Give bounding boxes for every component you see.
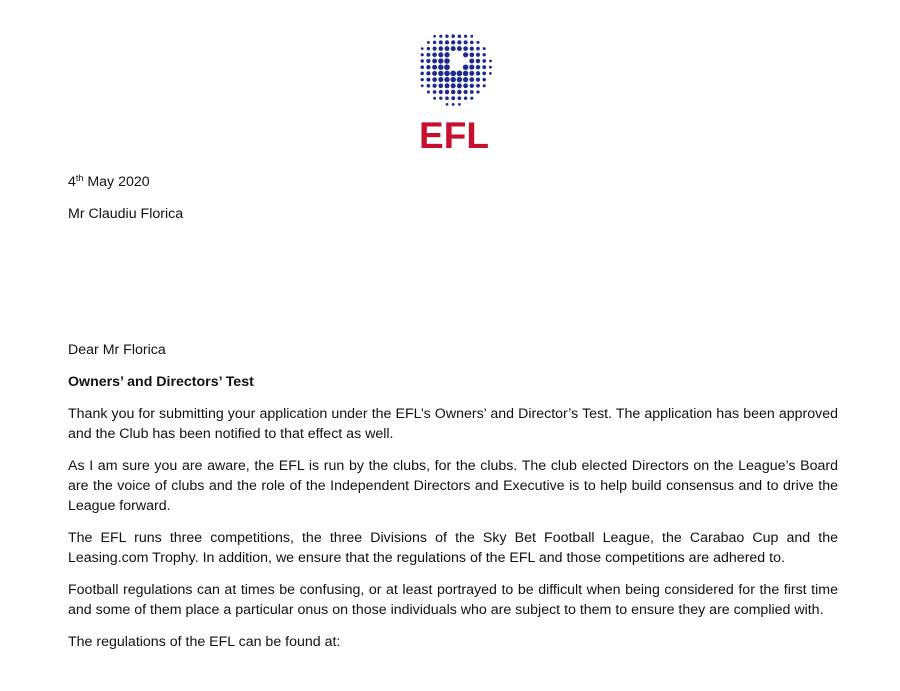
logo-dot bbox=[444, 77, 449, 82]
logo-dot bbox=[463, 64, 469, 70]
date-month-year: May 2020 bbox=[83, 174, 150, 190]
logo-dot bbox=[445, 34, 448, 37]
logo-dot bbox=[438, 64, 443, 69]
logo-dot bbox=[432, 84, 436, 88]
logo-dot bbox=[433, 90, 437, 94]
logo-wordmark: EFL bbox=[419, 115, 489, 156]
logo-dot bbox=[432, 77, 437, 82]
logo-dot bbox=[464, 40, 468, 44]
logo-dot bbox=[463, 77, 468, 82]
logo-dot bbox=[463, 46, 468, 51]
logo-dot bbox=[421, 84, 424, 87]
logo-dot bbox=[438, 71, 443, 76]
logo-dot bbox=[439, 97, 442, 100]
logo-dot bbox=[427, 84, 431, 88]
logo-dot bbox=[458, 96, 462, 100]
date-suffix: th bbox=[75, 173, 84, 183]
logo-dot bbox=[450, 77, 456, 83]
logo-dot bbox=[470, 97, 473, 100]
logo-dot bbox=[463, 71, 468, 76]
logo-dot bbox=[482, 72, 486, 76]
logo-dot bbox=[445, 83, 450, 88]
logo-dot bbox=[432, 71, 437, 76]
logo-dot bbox=[420, 59, 423, 62]
logo-dot bbox=[457, 77, 462, 82]
letter-body bbox=[68, 172, 838, 664]
logo-dot bbox=[444, 58, 450, 64]
logo-dot bbox=[469, 59, 474, 64]
logo-dot bbox=[476, 41, 479, 44]
logo-dot bbox=[427, 90, 430, 93]
logo-dot bbox=[451, 83, 456, 88]
logo-dot bbox=[489, 66, 492, 69]
logo-dot bbox=[445, 96, 449, 100]
logo-dot bbox=[439, 46, 444, 51]
logo-dot bbox=[476, 59, 480, 63]
logo-dot bbox=[451, 96, 455, 100]
logo-dot bbox=[470, 35, 473, 38]
logo-dot bbox=[426, 78, 430, 82]
logo-dot bbox=[444, 52, 449, 57]
logo-dot bbox=[444, 71, 450, 77]
logo-dot bbox=[433, 35, 436, 38]
logo-dot bbox=[469, 77, 474, 82]
logo-dot bbox=[470, 46, 474, 50]
logo-dot bbox=[445, 46, 450, 51]
logo-dot bbox=[483, 47, 486, 50]
logo-dot bbox=[470, 90, 474, 94]
logo-dot bbox=[482, 65, 486, 69]
logo-dot bbox=[438, 83, 443, 88]
logo-dot bbox=[463, 83, 468, 88]
logo-dot bbox=[463, 52, 468, 57]
logo-dot bbox=[457, 83, 462, 88]
logo-dot bbox=[463, 90, 467, 94]
logo-dot bbox=[427, 41, 430, 44]
logo-dot bbox=[439, 40, 443, 44]
logo-dot bbox=[420, 65, 424, 69]
logo-dot bbox=[446, 103, 449, 106]
logo-dot bbox=[476, 65, 481, 70]
logo-dot bbox=[464, 96, 467, 99]
logo-dot bbox=[438, 58, 443, 63]
efl-logo bbox=[412, 28, 496, 156]
logo-dot bbox=[450, 71, 456, 77]
salutation: Dear Mr Florica bbox=[68, 342, 166, 358]
paragraph: Football regulations can at times be confusing, or at least portrayed to be difficult when being considered for the first time and some of them place a particular onus on those individuals who are subject to them to ensure they are complied with. bbox=[68, 582, 838, 618]
logo-dot bbox=[439, 90, 443, 94]
logo-dot bbox=[483, 53, 486, 56]
logo-dot bbox=[476, 90, 479, 93]
logo-dot bbox=[470, 41, 474, 45]
logo-dot bbox=[426, 71, 430, 75]
logo-dot bbox=[464, 35, 467, 38]
logo-dot bbox=[451, 46, 456, 51]
logo-dot bbox=[433, 97, 436, 100]
logo-dot bbox=[432, 59, 437, 64]
letter-date bbox=[68, 172, 838, 192]
paragraph: The regulations of the EFL can be found at: bbox=[68, 634, 341, 650]
logo-dot bbox=[482, 59, 486, 63]
logo-dot bbox=[482, 78, 485, 81]
logo-dot bbox=[470, 84, 474, 88]
logo-dot bbox=[489, 72, 492, 75]
logo-dot bbox=[469, 65, 474, 70]
logo-dot bbox=[457, 40, 461, 44]
logo-dot bbox=[451, 40, 455, 44]
logo-dot bbox=[469, 52, 474, 57]
logo-dot bbox=[439, 35, 442, 38]
logo-dot bbox=[457, 46, 462, 51]
logo-dot bbox=[451, 90, 456, 95]
logo-dot bbox=[458, 103, 461, 106]
logo-dot bbox=[489, 60, 492, 63]
logo-dot bbox=[476, 47, 480, 51]
logo-dot bbox=[444, 64, 450, 70]
date-day: 4 bbox=[68, 174, 76, 190]
paragraph: The EFL runs three competitions, the three Divisions of the Sky Bet Football League, the Carabao Cup and the Leasing.com Trophy. In addition, we ensure that the regulations of the EFL and those competitions are adhered to. bbox=[68, 530, 838, 566]
logo-dot bbox=[426, 53, 430, 57]
logo-dot bbox=[476, 53, 480, 57]
logo-dot bbox=[432, 65, 437, 70]
logo-dot bbox=[421, 53, 424, 56]
letter-subject: Owners’ and Directors’ Test bbox=[68, 374, 254, 390]
logo-dot bbox=[432, 53, 437, 58]
logo-dot bbox=[452, 103, 455, 106]
logo-dot bbox=[427, 47, 431, 51]
logo-dot bbox=[420, 72, 424, 76]
logo-dot bbox=[445, 90, 449, 94]
logo-dot bbox=[469, 71, 474, 76]
logo-dot bbox=[457, 90, 461, 94]
logo-dot bbox=[433, 41, 437, 45]
logo-dot bbox=[476, 71, 480, 75]
logo-dot bbox=[421, 47, 424, 50]
logo-dot bbox=[476, 77, 480, 81]
recipient-name: Mr Claudiu Florica bbox=[68, 206, 184, 222]
logo-dot bbox=[476, 84, 480, 88]
logo-dot bbox=[451, 34, 455, 38]
paragraph: As I am sure you are aware, the EFL is run by the clubs, for the clubs. The club elected Directors on the League’s Board are the voice of clubs and the role of the Independent Directors and Executive is to help build consensus and to drive the League forward. bbox=[68, 458, 838, 514]
logo-dot bbox=[438, 77, 443, 82]
logo-dot bbox=[426, 65, 430, 69]
logo-dot bbox=[458, 34, 462, 38]
logo-dot bbox=[438, 52, 443, 57]
logo-dot bbox=[457, 71, 463, 77]
logo-dot bbox=[433, 47, 437, 51]
football-dots-icon bbox=[412, 28, 496, 112]
paragraph: Thank you for submitting your application under the EFL’s Owners’ and Director’s Test. The application has been approved and the Club has been notified to that effect as well. bbox=[68, 406, 838, 442]
logo-dot bbox=[426, 59, 430, 63]
logo-dot bbox=[483, 84, 486, 87]
logo-dot bbox=[421, 78, 424, 81]
logo-dot bbox=[445, 40, 449, 44]
